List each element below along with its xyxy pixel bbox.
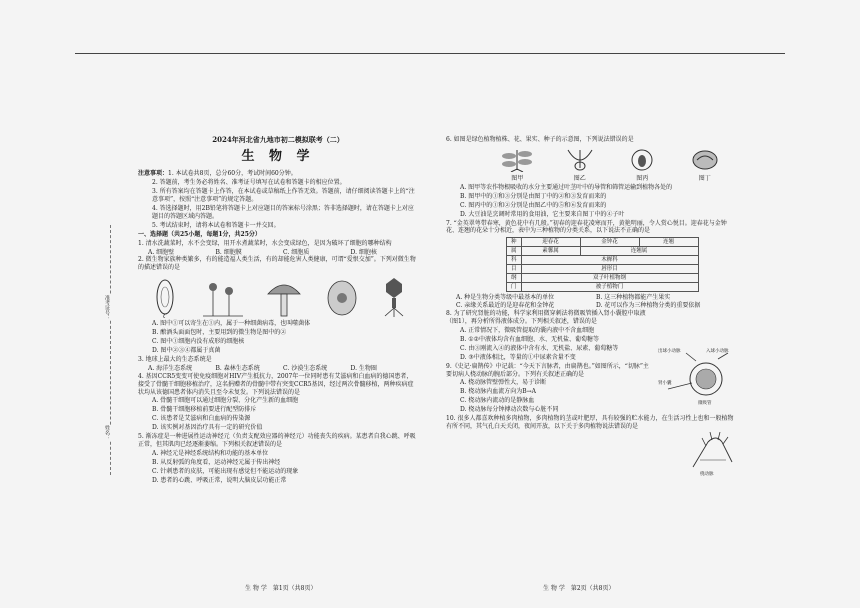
option: A. 神经元是神经系统结构和功能的基本单位	[152, 449, 269, 457]
figure-label: 图丙	[636, 174, 649, 182]
question-stem: 9.《史记·扁鹊传》中记载：“今天下言脉者，由扁鹊也。”如图所示，“切脉”主要切病人桡动脉的腕后部分。下列有关叙述正确的是	[446, 362, 649, 378]
option: A. 图中①可以寄生在①内，属于一种细菌病毒，也叫噬菌体	[152, 320, 311, 328]
question-stem: 10. 很多人都喜欢种植多肉植物，多肉植物的茎或叶肥厚，具有较强的贮水能力，在生活习性上也和一般植物有所不同，其气孔白天关闭，夜间开放，以下关于多肉植物说法错误的是	[446, 415, 734, 430]
table-cell: 连翘属	[580, 247, 698, 256]
question-stem: 5. 渐冻症是一种进展性运动神经元（负责支配效应器的神经元）功能丧失的疾病。某患者自我心跳、呼吸正常，但其肌肉已经逐渐萎缩。下列相关叙述错误的是	[138, 433, 416, 448]
option: B. 桡动脉内血流方向为B→A	[460, 388, 536, 396]
question-stem: 6. 如图是绿色植物植株、花、果实、种子的示意图，下列说法错误的是	[446, 136, 634, 143]
microbe-figures	[138, 274, 418, 318]
exam-number-label: 准考证号：	[104, 295, 110, 320]
top-rule	[75, 53, 785, 54]
wrist-figure	[688, 432, 738, 480]
yeast-figure	[325, 276, 359, 318]
option: C. 由③刚流入④的液体中含有水、无机盐、尿素、葡萄糖等	[460, 344, 619, 352]
table-cell: 科	[507, 256, 522, 265]
table-cell: 门	[507, 283, 522, 292]
table-cell: 迎春花	[521, 238, 580, 247]
table-row	[507, 238, 699, 247]
option: A. 骨髓干细胞可以通过细胞分裂、分化产生新的血细胞	[152, 397, 299, 405]
option: A. 细胞壁	[148, 248, 175, 256]
option: B. 细胞膜	[215, 248, 242, 256]
figure-label: 图丁	[698, 174, 711, 182]
table-cell: 素馨属	[521, 247, 580, 256]
table-cell: 金钟花	[580, 238, 639, 247]
subject-title: 生 物 学	[241, 149, 315, 165]
option: C. 图丙中的①和②分别是由图乙中的⑤和⑥发育而来的	[460, 201, 607, 209]
fruit-figure	[622, 146, 662, 172]
figure-label: 桡动脉	[700, 472, 714, 477]
page-1	[138, 135, 418, 485]
table-cell: 被子植物门	[521, 283, 698, 292]
option: B. 森林生态系统	[215, 364, 260, 372]
question-stem: 1. 清水洗蔬菜时，水不会变绿，用开水煮蔬菜时，水会变成绿色，是因为破坏了细胞的哪种结构	[138, 239, 392, 247]
plant-figures	[486, 146, 736, 180]
option: D. 图中②③④都属于真菌	[152, 346, 221, 354]
mold-figure	[203, 276, 243, 318]
option: D. 该实例对基因治疗具有一定的研究价值	[152, 424, 263, 432]
table-cell: 木樨科	[521, 256, 698, 265]
option: D. 花可以作为三种植物分类的重要依据	[596, 302, 701, 310]
figure-label: 图甲	[511, 174, 524, 182]
option: A. 种是生物分类等级中最基本的单位	[456, 294, 555, 302]
table-cell: 种	[507, 238, 522, 247]
option: C. 图中①细胞内没有成形的细胞核	[152, 338, 245, 346]
option: B. 图甲中的①和③分别是由图丁中的②和③发育而来的	[460, 192, 607, 200]
option: C. 针刺患者的皮肤，可能出现有感觉但不能运动的现象	[152, 467, 299, 475]
nephron-diagram	[658, 349, 733, 409]
option: A. 桡动脉管壁弹性大，易于诊断	[460, 379, 547, 387]
option: C. 细胞质	[283, 248, 310, 256]
note-item: 5. 考试结束时，请将本试卷和答题卡一并交回。	[152, 221, 280, 229]
figure-label: 出球小动脉	[658, 349, 681, 354]
table-row	[507, 274, 699, 283]
table-row	[507, 283, 699, 292]
note-item: 4. 答选择题时，用2B铅笔将答题卡上对应题目的答案标号涂黑；答非选择题时，请在答题卡上对应题目的答题区域内答题。	[152, 205, 414, 220]
figure-label: 微吸管	[698, 401, 712, 406]
nephron-figure	[658, 349, 733, 409]
option: A. 正常情况下，微吸管提取的囊内液中不含血细胞	[460, 326, 595, 334]
table-cell: 双子叶植物纲	[521, 274, 698, 283]
section-heading: 一、选择题（共25小题，每题1分，共25分）	[138, 230, 261, 238]
option: C. 该患者是艾滋病和白血病的传染源	[152, 415, 251, 423]
table-cell: 连翘	[639, 238, 698, 247]
question-stem: 8. 为了研究肾脏的功能，科学家利用微穿刺法将微吸管插入肾小囊腔中取液（图1），再分析所得液体成分。下列相关叙述，错误的是	[446, 310, 646, 326]
page-2	[446, 136, 736, 477]
note-item: 2. 答题前，考生务必将姓名、准考证号填写在试卷和答题卡的相应位置。	[152, 179, 346, 187]
option: B. ①②中液体均含有血细胞、水、无机盐、葡萄糖等	[460, 335, 599, 343]
figure-label: 肾小囊	[658, 381, 672, 386]
option: C. 亲缘关系最近的是迎春花和金钟花	[456, 302, 555, 310]
plant-figure	[497, 146, 537, 172]
option: C. 桡动脉内流动的是静脉血	[460, 397, 535, 405]
figure-label: 图乙	[573, 174, 586, 182]
taxonomy-table	[506, 237, 699, 292]
option: A. 海洋生态系统	[148, 364, 193, 372]
table-cell: 属	[507, 247, 522, 256]
option: D. 大豆油是烹调时常用的食用油，它主要来自图丁中的④子叶	[460, 210, 625, 218]
table-row	[507, 256, 699, 265]
question-stem: 4. 基因CCR5变变可使免疫细胞对HIV产生抵抗力，2007年一位同时患有艾滋病和白血病的德国患者，接受了骨髓干细胞移植治疗，这名捐赠者的骨髓中带有突变CCR5基因，经过两次骨髓移植，两种疾病症状均从该德国患者体内消失且至今未复发。下列说法错误的是	[138, 372, 414, 396]
notes	[138, 170, 418, 229]
option: B. 酿酒头面面包时，主要用到的微生物是图中的②	[152, 329, 287, 337]
table-cell: 纲	[507, 274, 522, 283]
option: D. 细胞核	[350, 248, 377, 256]
option: C. 沙漠生态系统	[283, 364, 328, 372]
option: B. 骨髓干细胞移植前要进行配型防排斥	[152, 406, 257, 414]
virus-figure	[382, 276, 406, 318]
question-stem: 2. 微生物家族种类繁多，有的能造福人类生活，有的却能危害人类健康，可谓“爱恨交加”。下列对微生物的描述错误的是	[138, 256, 416, 272]
question-stem: 7. “金英翠萼带春寒，黄色花中有几般。”初春的迎春花凌寒而开，黄艳明丽，令人赏心悦目。迎春花与金钟花、连翘的花朵十分相近，表中为三种植物的分类关系，以下说法不正确的是	[446, 219, 727, 235]
bacterium-figure	[150, 276, 180, 318]
table-cell: 唇形目	[521, 265, 698, 274]
option: B. 这三种植物都能产生果实	[596, 294, 671, 302]
binding-margin	[100, 225, 120, 475]
option: B. 从反射弧的角度看，运动神经元属于传出神经	[152, 458, 281, 466]
flower-figure	[560, 146, 600, 172]
option: D. ③中液体相比，等量的①中尿素含量不变	[460, 353, 576, 361]
option: D. 生物圈	[350, 364, 377, 372]
option: D. 桡动脉每分钟搏动次数与心脏不同	[460, 406, 559, 414]
table-row	[507, 265, 699, 274]
question-stem: 3. 地球上最大的生态系统是	[138, 355, 212, 363]
option: D. 患者的心跳、呼吸正常，说明大脑皮层功能正常	[152, 476, 287, 484]
table-row	[507, 247, 699, 256]
table-cell: 目	[507, 265, 522, 274]
page-2-footer: 生 物 学 第2页（共8页）	[543, 585, 615, 592]
note-item: 1. 本试卷共8页，总分60分，考试时间60分钟。	[168, 170, 297, 178]
note-item: 3. 所有答案均在答题卡上作答，在本试卷或草稿纸上作答无效。答题前，请仔细阅读答题卡上的“注意事项”，按照“注意事项”的规定答题。	[152, 188, 415, 204]
seed-figure	[685, 146, 725, 172]
hand-diagram	[688, 432, 738, 472]
page-1-footer: 生 物 学 第1页（共8页）	[245, 585, 317, 592]
exam-title: 2024年河北省九地市初二模拟联考（二）	[212, 135, 344, 144]
notes-heading: 注意事项：	[138, 170, 169, 178]
name-label: 姓名：	[104, 425, 110, 440]
option: A. 图甲等农作物根吸收的水分主要通过叶茎叶中的导管和筛管运输到植物各处的	[460, 183, 673, 191]
figure-label: 入球小动脉	[706, 349, 729, 354]
mushroom-figure	[266, 276, 302, 318]
